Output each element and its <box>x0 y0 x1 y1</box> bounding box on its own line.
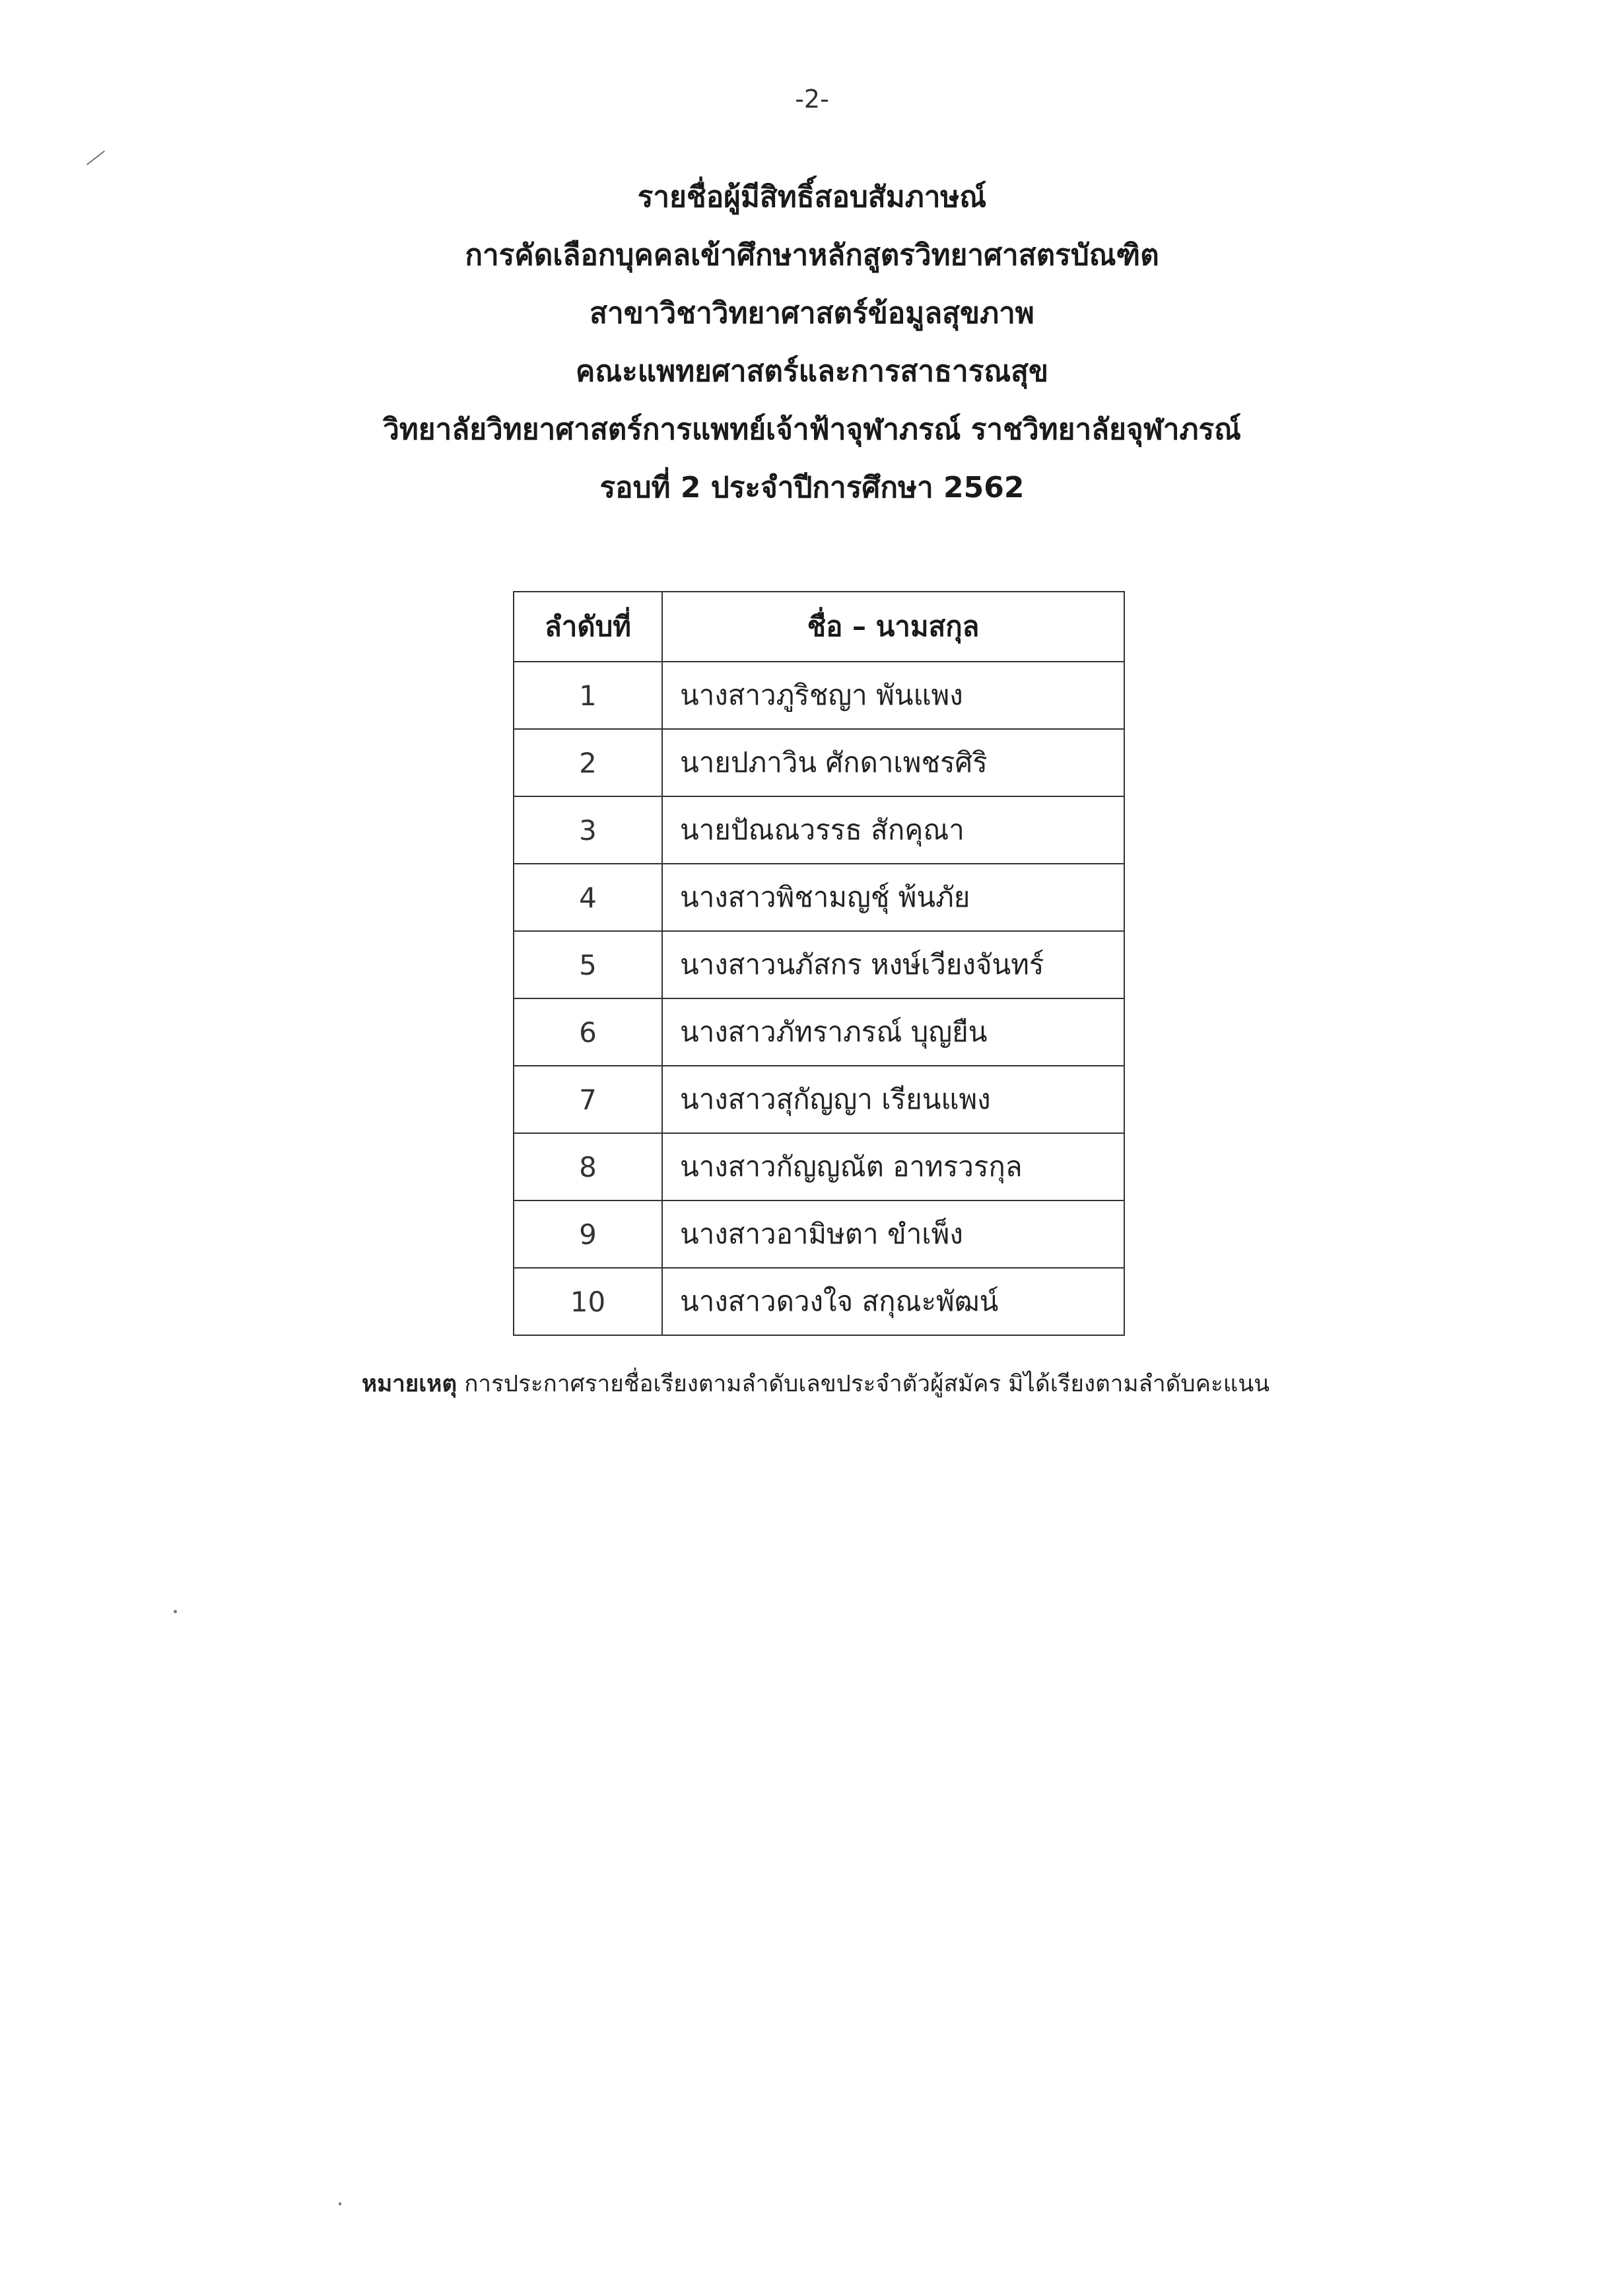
row-number: 2 <box>514 729 662 796</box>
candidate-name: นางสาวนภัสกร หงษ์เวียงจันทร์ <box>662 931 1124 998</box>
row-number: 3 <box>514 796 662 864</box>
remark-text: การประกาศรายชื่อเรียงตามลำดับเลขประจำตัวผู้สมัคร มิได้เรียงตามลำดับคะแนน <box>464 1371 1270 1397</box>
candidate-name: นายปภาวิน ศักดาเพชรศิริ <box>662 729 1124 796</box>
table-row <box>514 1200 1124 1268</box>
remark-note <box>362 1366 1269 1402</box>
scan-stroke-mark <box>86 151 105 166</box>
row-number: 8 <box>514 1133 662 1200</box>
candidate-name: นางสาวพิชามญชุ์ พ้นภัย <box>662 864 1124 931</box>
table-row <box>514 931 1124 998</box>
row-number: 6 <box>514 998 662 1066</box>
title-line-5: วิทยาลัยวิทยาศาสตร์การแพทย์เจ้าฟ้าจุฬาภรณ์ ราชวิทยาลัยจุฬาภรณ์ <box>383 413 1241 446</box>
title-line-3: สาขาวิชาวิทยาศาสตร์ข้อมูลสุขภาพ <box>590 296 1034 330</box>
row-number: 4 <box>514 864 662 931</box>
candidate-name: นางสาวสุกัญญา เรียนแพง <box>662 1066 1124 1133</box>
column-header-name: ชื่อ – นามสกุล <box>662 592 1124 662</box>
title-line-4: คณะแพทยศาสตร์และการสาธารณสุข <box>575 355 1049 388</box>
table-row <box>514 1133 1124 1200</box>
table-row <box>514 796 1124 864</box>
row-number: 9 <box>514 1200 662 1268</box>
row-number: 10 <box>514 1268 662 1335</box>
table-row <box>514 998 1124 1066</box>
candidate-name: นายปัณณวรรธ สักคุณา <box>662 796 1124 864</box>
candidate-name: นางสาวภัทราภรณ์ บุญยืน <box>662 998 1124 1066</box>
announcement-title <box>0 168 1624 517</box>
table-row <box>514 1066 1124 1133</box>
row-number: 5 <box>514 931 662 998</box>
scan-dot-mark <box>339 2202 341 2206</box>
column-header-order: ลำดับที่ <box>514 592 662 662</box>
page-number: -2- <box>795 85 829 114</box>
row-number: 7 <box>514 1066 662 1133</box>
candidate-name: นางสาวภูริชญา พันแพง <box>662 662 1124 729</box>
title-line-6: รอบที่ 2 ประจำปีการศึกษา 2562 <box>599 471 1025 504</box>
candidate-table <box>513 591 1125 1336</box>
remark-label: หมายเหตุ <box>362 1371 457 1397</box>
candidate-name: นางสาวกัญญณัต อาทรวรกุล <box>662 1133 1124 1200</box>
candidate-name: นางสาวดวงใจ สกุณะพัฒน์ <box>662 1268 1124 1335</box>
title-line-1: รายชื่อผู้มีสิทธิ์สอบสัมภาษณ์ <box>637 180 987 214</box>
table-row <box>514 729 1124 796</box>
row-number: 1 <box>514 662 662 729</box>
candidate-name: นางสาวอามิษตา ขำเพ็ง <box>662 1200 1124 1268</box>
table-row <box>514 864 1124 931</box>
table-row <box>514 1268 1124 1335</box>
title-line-2: การคัดเลือกบุคคลเข้าศึกษาหลักสูตรวิทยาศาสตรบัณฑิต <box>465 238 1159 272</box>
table-row <box>514 662 1124 729</box>
scan-dot-mark <box>174 1610 177 1613</box>
table-header-row <box>514 592 1124 662</box>
